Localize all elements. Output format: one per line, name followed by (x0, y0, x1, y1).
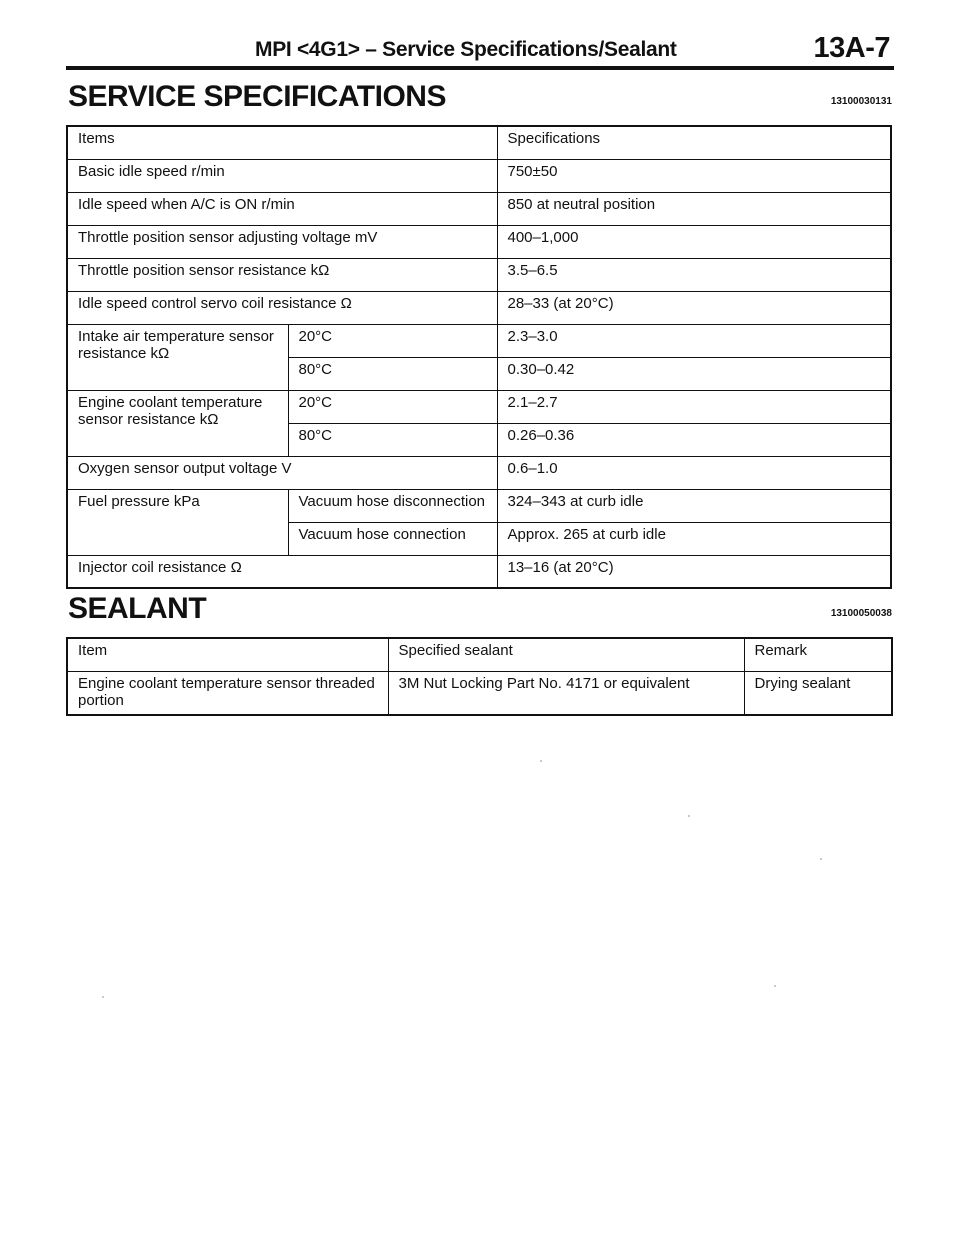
spec-item: Injector coil resistance Ω (67, 555, 497, 588)
sealant-item: Engine coolant temperature sensor threaded portion (67, 671, 388, 715)
spec-value: 28–33 (at 20°C) (497, 291, 891, 324)
table-row (67, 489, 891, 522)
spec-value: 750±50 (497, 159, 891, 192)
spec-value: 0.6–1.0 (497, 456, 891, 489)
spec-condition: Vacuum hose disconnection (288, 489, 497, 522)
spec-value: 2.3–3.0 (497, 324, 891, 357)
table-header-row (67, 126, 891, 159)
spec-condition: 80°C (288, 357, 497, 390)
service-specifications-heading: SERVICE SPECIFICATIONS (68, 80, 446, 113)
column-header-specified-sealant: Specified sealant (388, 638, 744, 671)
spec-condition: 80°C (288, 423, 497, 456)
scan-speck (774, 985, 776, 987)
page-header-title: MPI <4G1> – Service Specifications/Sealant (255, 38, 677, 61)
spec-item: Intake air temperature sensor resistance kΩ (67, 324, 288, 390)
table-row (67, 456, 891, 489)
spec-item: Basic idle speed r/min (67, 159, 497, 192)
table-row (67, 324, 891, 357)
spec-value: 13–16 (at 20°C) (497, 555, 891, 588)
header-rule (66, 66, 894, 70)
column-header-item: Item (67, 638, 388, 671)
scan-speck (102, 996, 104, 998)
sealant-heading: SEALANT (68, 592, 207, 625)
spec-item: Throttle position sensor resistance kΩ (67, 258, 497, 291)
spec-item: Idle speed control servo coil resistance Ω (67, 291, 497, 324)
table-row (67, 390, 891, 423)
spec-value: 0.30–0.42 (497, 357, 891, 390)
table-row (67, 225, 891, 258)
page-number: 13A-7 (813, 32, 890, 64)
sealant-specified: 3M Nut Locking Part No. 4171 or equivalent (388, 671, 744, 715)
scan-speck (820, 858, 822, 860)
spec-value: 850 at neutral position (497, 192, 891, 225)
table-row (67, 192, 891, 225)
spec-item: Engine coolant temperature sensor resistance kΩ (67, 390, 288, 456)
column-header-specifications: Specifications (497, 126, 891, 159)
spec-condition: 20°C (288, 324, 497, 357)
spec-value: 324–343 at curb idle (497, 489, 891, 522)
sealant-code: 13100050038 (830, 608, 892, 619)
table-row (67, 671, 892, 715)
spec-item: Idle speed when A/C is ON r/min (67, 192, 497, 225)
spec-value: 3.5–6.5 (497, 258, 891, 291)
service-specifications-table (66, 125, 892, 589)
spec-condition: 20°C (288, 390, 497, 423)
table-row (67, 159, 891, 192)
column-header-remark: Remark (744, 638, 892, 671)
table-header-row (67, 638, 892, 671)
table-row (67, 258, 891, 291)
spec-item: Throttle position sensor adjusting voltage mV (67, 225, 497, 258)
column-header-items: Items (67, 126, 497, 159)
spec-value: 400–1,000 (497, 225, 891, 258)
scan-speck (540, 760, 542, 762)
spec-value: 0.26–0.36 (497, 423, 891, 456)
scan-speck (688, 815, 690, 817)
spec-value: Approx. 265 at curb idle (497, 522, 891, 555)
table-row (67, 555, 891, 588)
spec-value: 2.1–2.7 (497, 390, 891, 423)
sealant-table (66, 637, 893, 716)
table-row (67, 291, 891, 324)
sealant-remark: Drying sealant (744, 671, 892, 715)
spec-item: Fuel pressure kPa (67, 489, 288, 555)
spec-item: Oxygen sensor output voltage V (67, 456, 497, 489)
spec-condition: Vacuum hose connection (288, 522, 497, 555)
service-specifications-code: 13100030131 (830, 96, 892, 107)
